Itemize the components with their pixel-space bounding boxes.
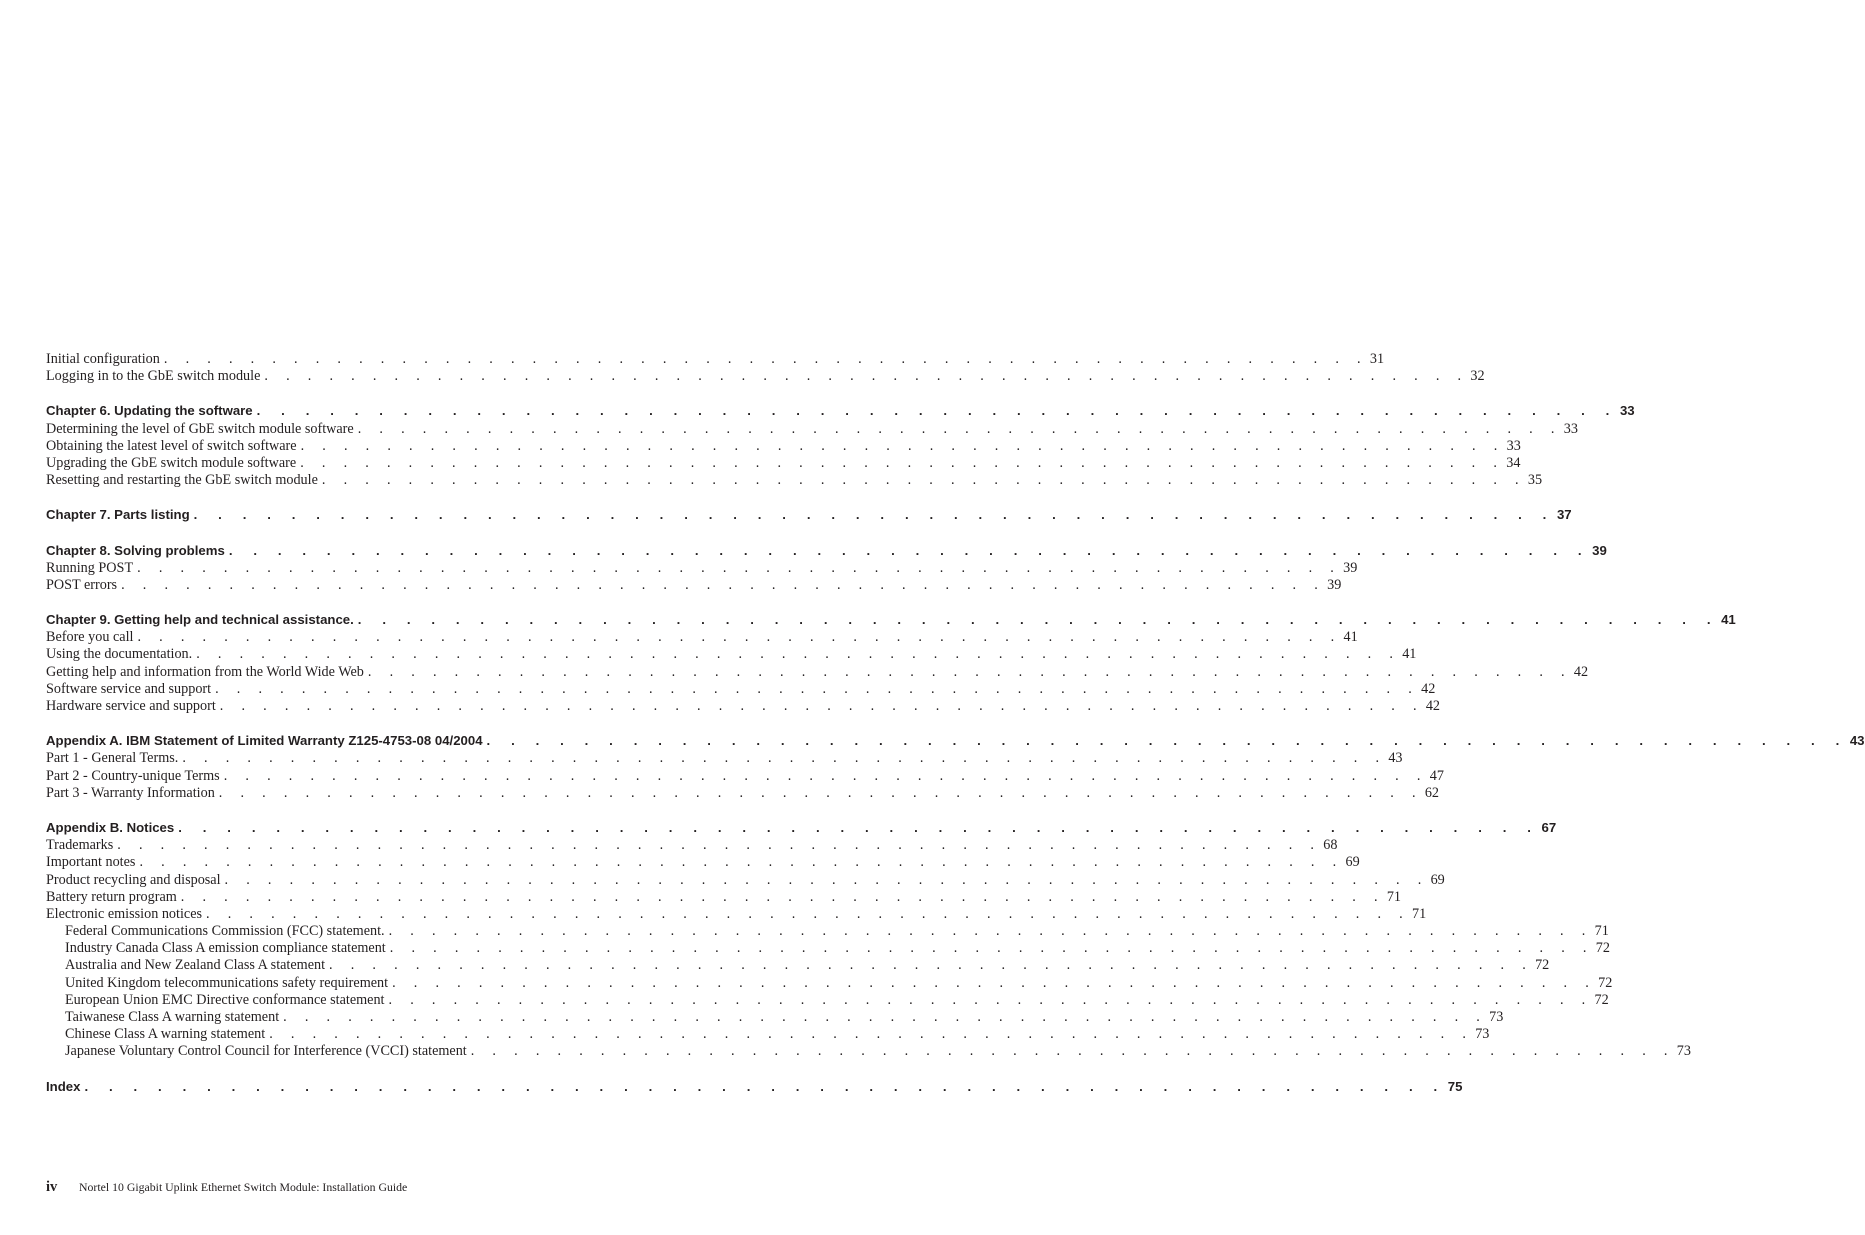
dot-leader: . . . . . . . . . . . . . . . . . . . . . . . . . . . . . . . . . . . . . . . . . . . . . . . . . . . . . . . . [388, 991, 1593, 1008]
toc-entry-title: Australia and New Zealand Class A statement [46, 957, 329, 974]
toc-page-number: 41 [1721, 612, 1736, 628]
toc-entry-title: Chapter 7. Parts listing [46, 507, 194, 522]
toc-page-number: 69 [1430, 871, 1445, 888]
toc-page-number: 73 [1475, 1026, 1490, 1043]
dot-leader: . . . . . . . . . . . . . . . . . . . . . . . . . . . . . . . . . . . . . . . . . . . . . . . . . . . . . . . . [223, 767, 1428, 784]
toc-entry-title: Index [46, 1079, 84, 1094]
toc-entry-title: Upgrading the GbE switch module software [46, 455, 300, 472]
toc-entry-title: Taiwanese Class A warning statement [46, 1009, 283, 1026]
toc-section [46, 733, 1865, 802]
toc-entry-title: Chapter 9. Getting help and technical assistance. [46, 612, 358, 627]
toc-heading[interactable] [46, 1078, 1463, 1096]
toc-heading[interactable] [46, 733, 1865, 750]
toc-entry-title: Product recycling and disposal [46, 872, 225, 889]
toc-page-number: 73 [1676, 1043, 1691, 1060]
toc-entry[interactable] [46, 991, 1609, 1009]
dot-leader: . . . . . . . . . . . . . . . . . . . . . . . . . . . . . . . . . . . . . . . . . . . . . . . . . . . . . . . . [388, 923, 1593, 940]
dot-leader: . . . . . . . . . . . . . . . . . . . . . . . . . . . . . . . . . . . . . . . . . . . . . . . . . . . . . . . . [470, 1043, 1675, 1060]
toc-page-number: 32 [1470, 368, 1485, 385]
dot-leader: . . . . . . . . . . . . . . . . . . . . . . . . . . . . . . . . . . . . . . . . . . . . . . . . . . . . . . . . [269, 1026, 1474, 1043]
dot-leader: . . . . . . . . . . . . . . . . . . . . . . . . . . . . . . . . . . . . . . . . . . . . . . . . . . . . . . . . [256, 403, 1618, 419]
toc-entry-title: Hardware service and support [46, 698, 220, 715]
toc-heading[interactable] [46, 403, 1635, 420]
dot-leader: . . . . . . . . . . . . . . . . . . . . . . . . . . . . . . . . . . . . . . . . . . . . . . . . . . . . . . . . [178, 819, 1540, 835]
toc-entry-title: Electronic emission notices [46, 906, 206, 923]
dot-leader: . . . . . . . . . . . . . . . . . . . . . . . . . . . . . . . . . . . . . . . . . . . . . . . . . . . . . . . . [182, 750, 1387, 767]
dot-leader: . . . . . . . . . . . . . . . . . . . . . . . . . . . . . . . . . . . . . . . . . . . . . . . . . . . . . . . . [215, 680, 1420, 697]
toc-entry[interactable] [46, 888, 1401, 906]
toc-entry[interactable] [46, 923, 1609, 940]
toc-entry-title: Part 2 - Country-unique Terms [46, 768, 224, 785]
toc-page-number: 42 [1425, 698, 1440, 714]
toc-entry[interactable] [46, 750, 1403, 767]
dot-leader: . . . . . . . . . . . . . . . . . . . . . . . . . . . . . . . . . . . . . . . . . . . . . . . . . . . . . . . . [163, 351, 1368, 367]
toc-entry-title: Getting help and information from the World Wide Web [46, 664, 368, 681]
dot-leader: . . . . . . . . . . . . . . . . . . . . . . . . . . . . . . . . . . . . . . . . . . . . . . . . . . . . . . . . [218, 784, 1423, 801]
toc-page-number: 73 [1489, 1009, 1504, 1025]
toc-entry-title: Determining the level of GbE switch module software [46, 421, 358, 438]
dot-leader: . . . . . . . . . . . . . . . . . . . . . . . . . . . . . . . . . . . . . . . . . . . . . . . . . . . . . . . . [139, 854, 1344, 871]
dot-leader: . . . . . . . . . . . . . . . . . . . . . . . . . . . . . . . . . . . . . . . . . . . . . . . . . . . . . . . . [300, 437, 1505, 454]
dot-leader: . . . . . . . . . . . . . . . . . . . . . . . . . . . . . . . . . . . . . . . . . . . . . . . . . . . . . . . . [283, 1009, 1488, 1025]
toc-section [46, 1078, 1463, 1096]
toc-section [46, 403, 1635, 489]
toc-entry-title: Japanese Voluntary Control Council for Interference (VCCI) statement [46, 1043, 471, 1060]
toc-entry[interactable] [46, 646, 1417, 663]
toc-entry[interactable] [46, 1026, 1490, 1043]
toc-section [46, 612, 1736, 715]
toc-page-number: 41 [1343, 629, 1358, 646]
dot-leader: . . . . . . . . . . . . . . . . . . . . . . . . . . . . . . . . . . . . . . . . . . . . . . . . . . . . . . . . [486, 733, 1848, 749]
toc-entry[interactable] [46, 559, 1358, 577]
toc-entry[interactable] [46, 663, 1589, 681]
toc-entry-title: Trademarks [46, 837, 117, 854]
dot-leader: . . . . . . . . . . . . . . . . . . . . . . . . . . . . . . . . . . . . . . . . . . . . . . . . . . . . . . . . [224, 871, 1429, 888]
dot-leader: . . . . . . . . . . . . . . . . . . . . . . . . . . . . . . . . . . . . . . . . . . . . . . . . . . . . . . . . [389, 940, 1594, 957]
toc-page-number: 62 [1424, 784, 1439, 801]
toc-entry-title: Using the documentation. [46, 646, 196, 663]
toc-page-number: 34 [1506, 454, 1521, 471]
toc-entry[interactable] [46, 454, 1521, 472]
dot-leader: . . . . . . . . . . . . . . . . . . . . . . . . . . . . . . . . . . . . . . . . . . . . . . . . . . . . . . . . [264, 368, 1469, 385]
toc-page-number: 71 [1594, 923, 1609, 940]
toc-entry-title: Battery return program [46, 889, 181, 906]
toc-page-number: 47 [1429, 767, 1444, 784]
dot-leader: . . . . . . . . . . . . . . . . . . . . . . . . . . . . . . . . . . . . . . . . . . . . . . . . . . . . . . . . [193, 507, 1555, 523]
dot-leader: . . . . . . . . . . . . . . . . . . . . . . . . . . . . . . . . . . . . . . . . . . . . . . . . . . . . . . . . [321, 472, 1526, 489]
dot-leader: . . . . . . . . . . . . . . . . . . . . . . . . . . . . . . . . . . . . . . . . . . . . . . . . . . . . . . . . [206, 905, 1411, 922]
toc-entry[interactable] [46, 680, 1436, 698]
toc-page-number: 43 [1849, 733, 1865, 749]
dot-leader: . . . . . . . . . . . . . . . . . . . . . . . . . . . . . . . . . . . . . . . . . . . . . . . . . . . . . . . . [392, 974, 1597, 991]
toc-page-number: 37 [1556, 507, 1572, 523]
toc-entry-title: European Union EMC Directive conformance statement [46, 992, 389, 1009]
toc-page-number: 42 [1421, 680, 1436, 697]
toc-page-number: 71 [1386, 888, 1401, 905]
toc-entry[interactable] [46, 940, 1610, 957]
toc-entry-title: Chapter 6. Updating the software [46, 403, 257, 418]
dot-leader: . . . . . . . . . . . . . . . . . . . . . . . . . . . . . . . . . . . . . . . . . . . . . . . . . . . . . . . . [300, 454, 1505, 471]
toc-heading[interactable] [46, 612, 1736, 629]
toc-page-number: 72 [1598, 974, 1613, 991]
toc-entry-title: Before you call [46, 629, 137, 646]
toc-entry-title: Chinese Class A warning statement [46, 1026, 269, 1043]
toc-page-number: 72 [1595, 940, 1610, 957]
toc-page-number: 39 [1327, 576, 1342, 593]
toc-page-number: 39 [1592, 542, 1607, 558]
toc-page-number: 75 [1447, 1078, 1463, 1094]
dot-leader: . . . . . . . . . . . . . . . . . . . . . . . . . . . . . . . . . . . . . . . . . . . . . . . . . . . . . . . . [84, 1078, 1446, 1094]
toc-entry[interactable] [46, 837, 1338, 854]
dot-leader: . . . . . . . . . . . . . . . . . . . . . . . . . . . . . . . . . . . . . . . . . . . . . . . . . . . . . . . . [228, 542, 1591, 558]
toc-entry[interactable] [46, 767, 1444, 785]
toc-page-number: 42 [1573, 663, 1589, 680]
dot-leader: . . . . . . . . . . . . . . . . . . . . . . . . . . . . . . . . . . . . . . . . . . . . . . . . . . . . . . . . [367, 663, 1572, 680]
toc-page-number: 71 [1412, 905, 1427, 922]
toc-heading[interactable] [46, 507, 1572, 524]
dot-leader: . . . . . . . . . . . . . . . . . . . . . . . . . . . . . . . . . . . . . . . . . . . . . . . . . . . . . . . . [357, 612, 1720, 628]
toc-page-number: 33 [1506, 437, 1521, 454]
toc-entry-title: POST errors [46, 577, 121, 594]
toc-entry-title: Running POST [46, 560, 137, 577]
toc-entry[interactable] [46, 784, 1439, 802]
toc-page-number: 67 [1541, 819, 1557, 835]
toc-entry-title: Obtaining the latest level of switch software [46, 438, 301, 455]
toc-page-number: 72 [1594, 991, 1609, 1008]
toc-entry-title: Part 1 - General Terms. [46, 750, 182, 767]
dot-leader: . . . . . . . . . . . . . . . . . . . . . . . . . . . . . . . . . . . . . . . . . . . . . . . . . . . . . . . . [180, 888, 1385, 905]
toc-entry-title: Important notes [46, 854, 139, 871]
toc-entry-title: Appendix A. IBM Statement of Limited Warranty Z125-4753-08 04/2004 [46, 733, 487, 748]
toc-entry[interactable] [46, 854, 1360, 871]
toc-page-number: 72 [1535, 957, 1550, 974]
dot-leader: . . . . . . . . . . . . . . . . . . . . . . . . . . . . . . . . . . . . . . . . . . . . . . . . . . . . . . . . [357, 420, 1562, 437]
toc-entry[interactable] [46, 629, 1358, 646]
toc-section [46, 507, 1572, 524]
page-number: iv [46, 1179, 58, 1195]
toc-entry[interactable] [46, 698, 1440, 715]
toc-entry[interactable] [46, 472, 1543, 489]
toc-entry-title: Chapter 8. Solving problems [46, 543, 229, 558]
page-footer [46, 1179, 407, 1196]
table-of-contents [46, 351, 1865, 1096]
dot-leader: . . . . . . . . . . . . . . . . . . . . . . . . . . . . . . . . . . . . . . . . . . . . . . . . . . . . . . . . [137, 629, 1342, 646]
toc-page-number: 39 [1343, 559, 1358, 576]
toc-entry-title: United Kingdom telecommunications safety requirement [46, 975, 392, 992]
toc-entry[interactable] [46, 1009, 1504, 1026]
toc-entry[interactable] [46, 420, 1578, 438]
document-title: Nortel 10 Gigabit Uplink Ethernet Switch Module: Installation Guide [79, 1180, 408, 1194]
toc-entry[interactable] [46, 871, 1445, 889]
dot-leader: . . . . . . . . . . . . . . . . . . . . . . . . . . . . . . . . . . . . . . . . . . . . . . . . . . . . . . . . [219, 698, 1424, 714]
toc-entry[interactable] [46, 957, 1550, 974]
toc-entry[interactable] [46, 905, 1427, 923]
toc-page-number: 69 [1345, 854, 1360, 871]
toc-entry[interactable] [46, 974, 1613, 992]
toc-page-number: 31 [1369, 351, 1385, 367]
toc-page-number: 68 [1323, 837, 1338, 854]
toc-page-number: 43 [1388, 750, 1403, 767]
toc-entry[interactable] [46, 437, 1521, 455]
dot-leader: . . . . . . . . . . . . . . . . . . . . . . . . . . . . . . . . . . . . . . . . . . . . . . . . . . . . . . . . [196, 646, 1401, 663]
dot-leader: . . . . . . . . . . . . . . . . . . . . . . . . . . . . . . . . . . . . . . . . . . . . . . . . . . . . . . . . [329, 957, 1534, 974]
toc-page-number: 35 [1527, 472, 1543, 489]
toc-heading[interactable] [46, 542, 1607, 560]
toc-entry-title: Industry Canada Class A emission compliance statement [46, 940, 390, 957]
toc-entry-title: Logging in to the GbE switch module [46, 368, 264, 385]
toc-entry[interactable] [46, 351, 1385, 368]
toc-entry-title: Initial configuration [46, 351, 164, 368]
toc-entry[interactable] [46, 1043, 1691, 1060]
toc-page-number: 33 [1563, 420, 1578, 437]
toc-entry[interactable] [46, 576, 1342, 594]
toc-entry-title: Federal Communications Commission (FCC) statement. [46, 923, 389, 940]
dot-leader: . . . . . . . . . . . . . . . . . . . . . . . . . . . . . . . . . . . . . . . . . . . . . . . . . . . . . . . . [137, 559, 1342, 576]
toc-entry-title: Part 3 - Warranty Information [46, 785, 219, 802]
dot-leader: . . . . . . . . . . . . . . . . . . . . . . . . . . . . . . . . . . . . . . . . . . . . . . . . . . . . . . . . [121, 576, 1326, 593]
toc-entry-title: Resetting and restarting the GbE switch module [46, 472, 322, 489]
toc-page-number: 33 [1619, 403, 1635, 419]
dot-leader: . . . . . . . . . . . . . . . . . . . . . . . . . . . . . . . . . . . . . . . . . . . . . . . . . . . . . . . . [117, 837, 1322, 854]
toc-page-number: 41 [1402, 646, 1417, 663]
toc-entry-title: Appendix B. Notices [46, 820, 178, 835]
toc-section [46, 819, 1691, 1061]
toc-section [46, 542, 1607, 595]
toc-entry[interactable] [46, 368, 1485, 385]
toc-entry-title: Software service and support [46, 681, 215, 698]
toc-heading[interactable] [46, 819, 1557, 837]
toc-section [46, 351, 1485, 385]
